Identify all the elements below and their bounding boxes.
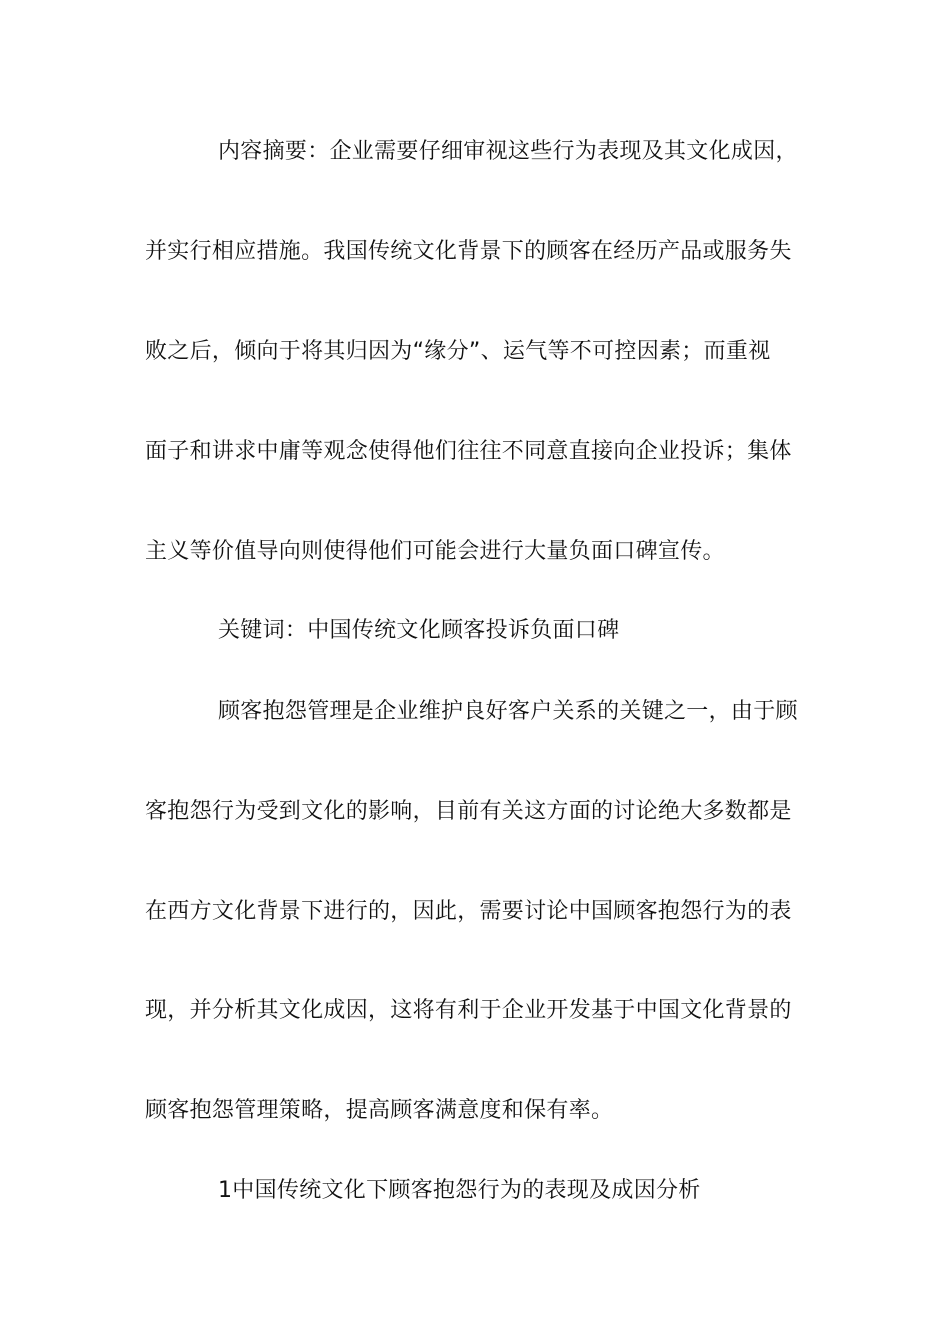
intro-line-1: 顾客抱怨管理是企业维护良好客户关系的关键之一，由于顾 <box>218 699 798 724</box>
intro-line-2: 客抱怨行为受到文化的影响，目前有关这方面的讨论绝大多数都是 <box>145 799 792 824</box>
intro-line-5: 顾客抱怨管理策略，提高顾客满意度和保有率。 <box>145 1098 614 1123</box>
intro-line-4: 现，并分析其文化成因，这将有利于企业开发基于中国文化背景的 <box>145 998 792 1023</box>
abstract-line-3: 败之后，倾向于将其归因为“缘分”、运气等不可控因素；而重视 <box>145 339 771 364</box>
intro-line-3: 在西方文化背景下进行的，因此，需要讨论中国顾客抱怨行为的表 <box>145 899 792 924</box>
keywords-line: 关键词：中国传统文化顾客投诉负面口碑 <box>218 618 620 643</box>
abstract-line-1: 内容摘要：企业需要仔细审视这些行为表现及其文化成因， <box>218 139 798 164</box>
abstract-line-4: 面子和讲求中庸等观念使得他们往往不同意直接向企业投诉；集体 <box>145 439 792 464</box>
abstract-line-5: 主义等价值导向则使得他们可能会进行大量负面口碑宣传。 <box>145 539 725 564</box>
section-heading: 1中国传统文化下顾客抱怨行为的表现及成因分析 <box>218 1178 701 1203</box>
abstract-line-2: 并实行相应措施。我国传统文化背景下的顾客在经历产品或服务失 <box>145 239 792 264</box>
